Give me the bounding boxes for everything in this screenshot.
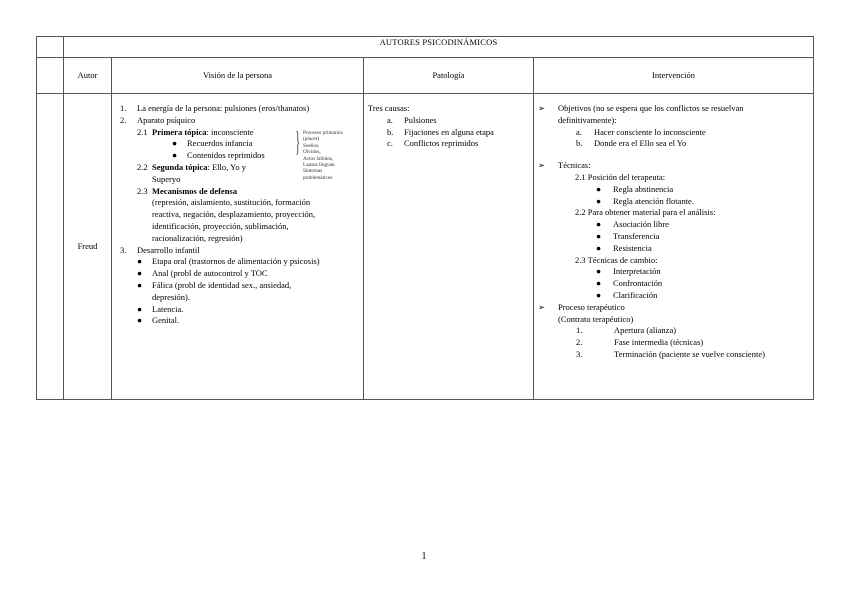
list-item: 3. Terminación (paciente se vuelve consciente) [576,348,765,359]
list-item: definitivamente): [558,114,617,125]
list-item: 1. La energía de la persona: pulsiones (eros/thanatos) [120,103,310,113]
author-name: Freud [64,94,112,400]
list-item: reactiva, negación, desplazamiento, proyección, [152,209,316,220]
list-item: ➢ Técnicas: [538,160,591,171]
side-note: Procesos primarios (placer) Sueños, Olvidos, Actos fallidos, Lapsus linguae, Síntomas problemáticos [303,130,343,181]
list-item: ● Asociación libre [596,219,669,230]
list-item: ● Regla atención flotante. [596,195,694,206]
list-item: Tres causas: [368,103,410,113]
list-item: ➢ Proceso terapéutico [538,301,625,312]
corner-cell [37,37,64,58]
list-item: 2.2 Segunda tópica: Ello, Yo y [137,161,246,172]
empty-header-cell [37,58,64,94]
header-patologia: Patología [364,58,534,94]
list-item: (represión, aislamiento, sustitución, formación [152,197,311,208]
list-item: depresión). [152,291,191,302]
list-item: (Contrato terapéutico) [558,313,634,324]
list-item: 2.3 Mecanismos de defensa [137,185,237,196]
header-intervencion: Intervención [534,58,814,94]
list-item: 2.3 Técnicas de cambio: [575,254,658,265]
list-item: ● Etapa oral (trastornos de alimentación y psicosis) [137,256,320,267]
brace-icon: } [295,127,301,158]
list-item: identificación, proyección, sublimación, [152,220,289,231]
list-item: a. Pulsiones [387,114,437,125]
list-item: 2.1 Posición del terapeuta: [575,171,666,182]
list-item: ● Contenidos reprimidos [172,150,265,161]
patologia-cell [364,94,534,400]
list-item: ➢ Objetivos (no se espera que los conflictos se resuelvan [538,103,744,113]
empty-row-cell [37,94,64,400]
list-item: racionalización, regresión) [152,232,243,243]
header-autor: Autor [64,58,112,94]
intervencion-cell [534,94,814,400]
list-item: 2.2 Para obtener material para el análisis: [575,207,716,218]
list-item: ● Transferencia [596,230,660,241]
list-item: ● Regla abstinencia [596,183,674,194]
list-item: 2.1 Primera tópica: inconsciente [137,126,254,137]
header-vision: Visión de la persona [112,58,364,94]
vision-cell [112,94,364,400]
list-item: 2. Aparato psíquico [120,114,196,125]
list-item: ● Latencia. [137,303,184,314]
list-item: ● Confrontación [596,278,663,289]
page-number: 1 [421,551,427,562]
list-item: a. Hacer consciente lo inconsciente [576,126,706,137]
list-item: 2. Fase intermedia (técnicas) [576,337,704,348]
list-item: c. Conflictos reprimidos [387,138,479,149]
list-item: 1. Apertura (alianza) [576,325,677,336]
table-title: AUTORES PSICODINÁMICOS [64,37,814,58]
list-item: b. Fijaciones en alguna etapa [387,126,494,137]
list-item: 3. Desarrollo infantil [120,244,200,255]
authors-table [36,36,814,400]
list-item: Superyo [152,173,181,184]
list-item: ● Genital. [137,315,180,326]
list-item: ● Interpretación [596,266,661,277]
list-item: ● Anal (probl de autocontrol y TOC [137,268,268,279]
table-row [37,94,814,400]
list-item: ● Recuerdos infancia [172,138,253,149]
list-item: ● Fálica (probl de identidad sex., ansiedad, [137,279,292,290]
list-item: b. Donde era el Ello sea el Yo [576,138,687,149]
list-item: ● Resistencia [596,242,652,253]
list-item: ● Clarificación [596,289,658,300]
